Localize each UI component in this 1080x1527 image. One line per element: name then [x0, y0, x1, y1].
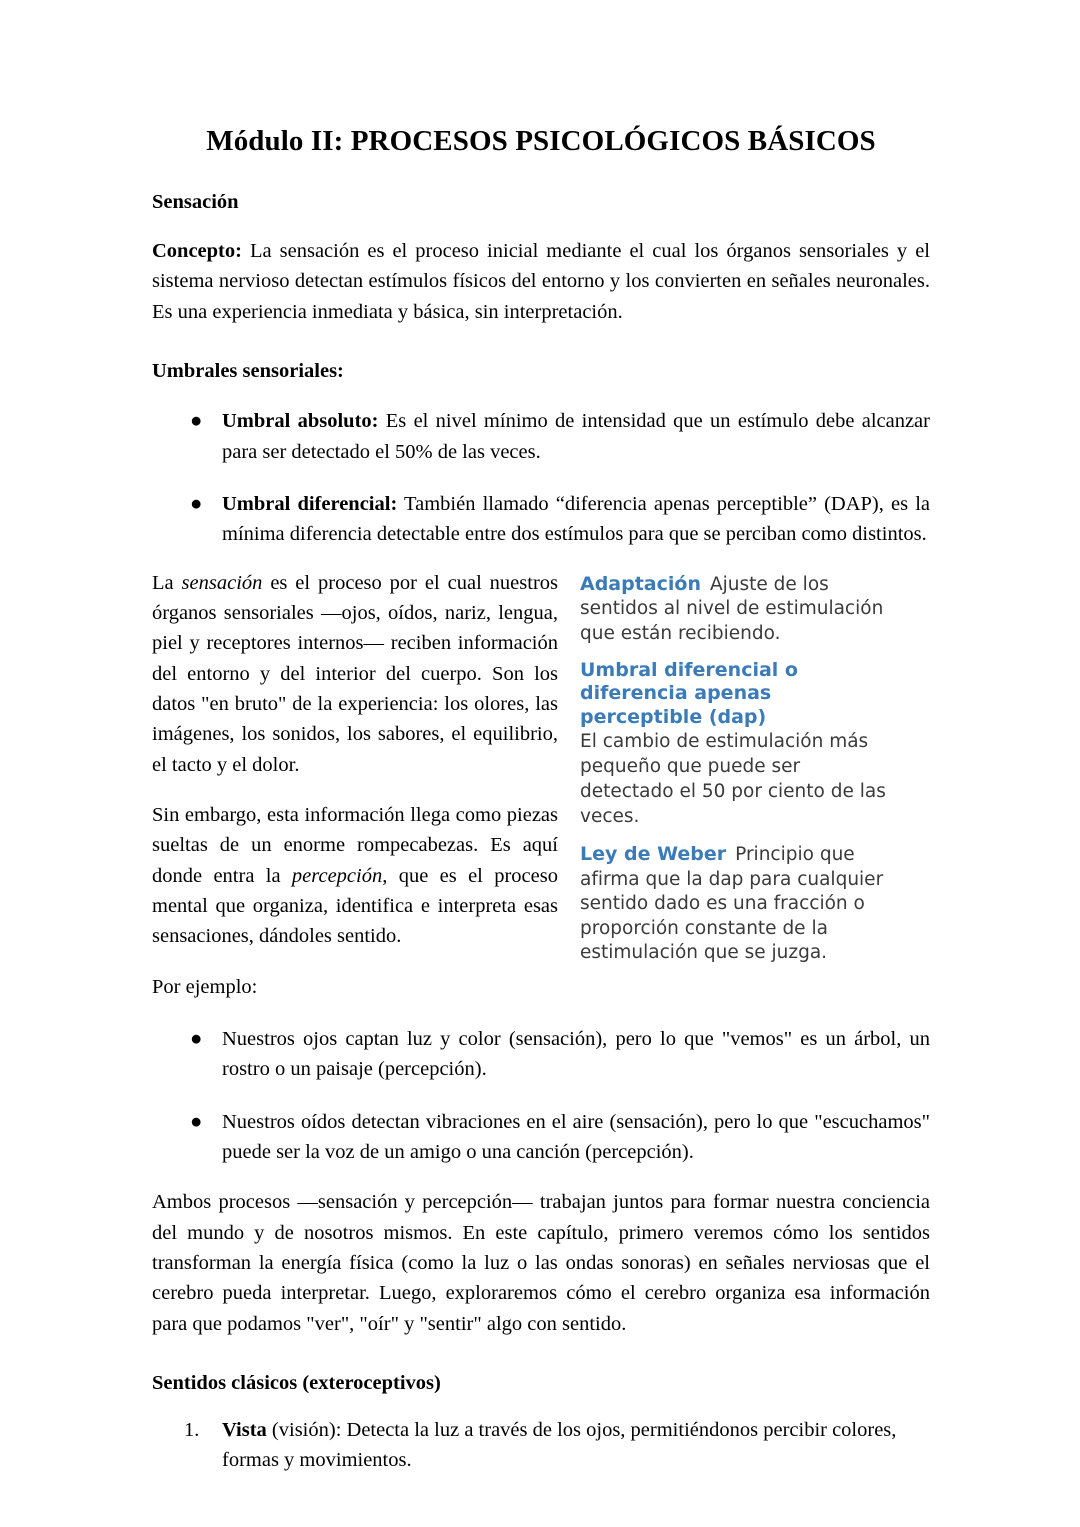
list-number: 1. [184, 1418, 200, 1441]
list-item [152, 384, 930, 467]
list-item [152, 1002, 930, 1085]
bullet-label: Umbral diferencial: [222, 493, 398, 516]
bullet-dot-icon: ● [190, 1110, 203, 1133]
list-item [152, 467, 930, 550]
glossary-definition: Ajuste de los sentidos al nivel de estimulación que están recibiendo. [580, 573, 884, 644]
bullet-dot-icon: ● [190, 410, 203, 433]
para-rest: es el proceso por el cual nuestros órganos sensoriales —ojos, oídos, nariz, lengua, piel y receptores internos— reciben información del entorno y del interior del cuerpo. Son los datos "en bruto" de la experiencia: los olores, las imágenes, los sonidos, los sabores, el equilibrio, el tacto y el dolor. [152, 571, 559, 776]
glossary-inset-figure [580, 572, 890, 966]
ejemplo-bullet-list [152, 1002, 930, 1167]
list-label: Vista [222, 1418, 267, 1441]
page-title: Módulo II: PROCESOS PSICOLÓGICOS BÁSICOS [206, 125, 876, 157]
heading-sensacion: Sensación [152, 191, 239, 214]
bullet-text: Nuestros ojos captan luz y color (sensación), pero lo que "vemos" es un árbol, un rostro o un paisaje (percepción). [222, 1028, 930, 1081]
paragraph-ambos-procesos: Ambos procesos —sensación y percepción— trabajan juntos para formar nuestra conciencia del mundo y de nosotros mismos. En este capítulo, primero veremos cómo los sentidos transforman la energía física (como la luz o las ondas sonoras) en señales nerviosas que el cerebro pueda interpretar. Luego, exploraremos cómo el cerebro organiza esa información para que podamos "ver", "oír" y "sentir" algo con sentido. [152, 1191, 930, 1335]
list-item [152, 1397, 930, 1476]
bullet-label: Umbral absoluto: [222, 410, 379, 433]
umbrales-bullet-list [152, 384, 930, 549]
bullet-dot-icon: ● [190, 1028, 203, 1051]
glossary-term: Umbral diferencial o diferencia apenas perceptible (dap) [580, 658, 798, 728]
bullet-dot-icon: ● [190, 493, 203, 516]
sentidos-numbered-list [152, 1397, 930, 1476]
para-lead: La [152, 571, 182, 594]
emphasis-percepcion: percepción [291, 864, 383, 887]
glossary-term: Adaptación [580, 572, 701, 595]
paragraph-por-ejemplo: Por ejemplo: [152, 975, 258, 998]
wrapped-text-section [152, 550, 930, 1002]
emphasis-sensacion: sensación [181, 571, 263, 594]
glossary-entry-umbral-diferencial [580, 659, 890, 831]
heading-sentidos-clasicos: Sentidos clásicos (exteroceptivos) [152, 1372, 441, 1395]
heading-umbrales-sensoriales: Umbrales sensoriales: [152, 359, 344, 382]
paragraph-concepto [152, 216, 930, 327]
glossary-entry-ley-de-weber [580, 842, 890, 966]
glossary-definition: Principio que afirma que la dap para cualquier sentido dado es una fracción o proporción constante de la estimulación que se juzga. [580, 844, 884, 964]
list-text: (visión): Detecta la luz a través de los ojos, permitiéndonos percibir colores, formas y movimientos. [222, 1418, 897, 1471]
glossary-term: Ley de Weber [580, 843, 727, 866]
glossary-entry-adaptacion [580, 572, 890, 647]
bullet-text: Nuestros oídos detectan vibraciones en el aire (sensación), pero lo que "escuchamos" puede ser la voz de un amigo o una canción (percepción). [222, 1110, 930, 1164]
concepto-text: La sensación es el proceso inicial mediante el cual los órganos sensoriales y el sistema nervioso detectan estímulos físicos del entorno y los convierten en señales neuronales. Es una experiencia inmediata y básica, sin interpretación. [152, 239, 930, 323]
para-rest: , que es el proceso mental que organiza, identifica e interpreta esas sensaciones, dándoles sentido. [152, 864, 558, 948]
concepto-label: Concepto: [152, 239, 242, 262]
bullet-text: También llamado “diferencia apenas perceptible” (DAP), es la mínima diferencia detectable entre dos estímulos para que se perciban como distintos. [222, 493, 930, 546]
document-content [152, 0, 930, 1475]
bullet-text: Es el nivel mínimo de intensidad que un estímulo debe alcanzar para ser detectado el 50% de las veces. [222, 410, 930, 463]
list-item [152, 1085, 930, 1168]
para-lead: Sin embargo, esta información llega como piezas sueltas de un enorme rompecabezas. Es aquí donde entra la [152, 804, 558, 887]
glossary-definition: El cambio de estimulación más pequeño que puede ser detectado el 50 por ciento de las veces. [580, 731, 886, 828]
